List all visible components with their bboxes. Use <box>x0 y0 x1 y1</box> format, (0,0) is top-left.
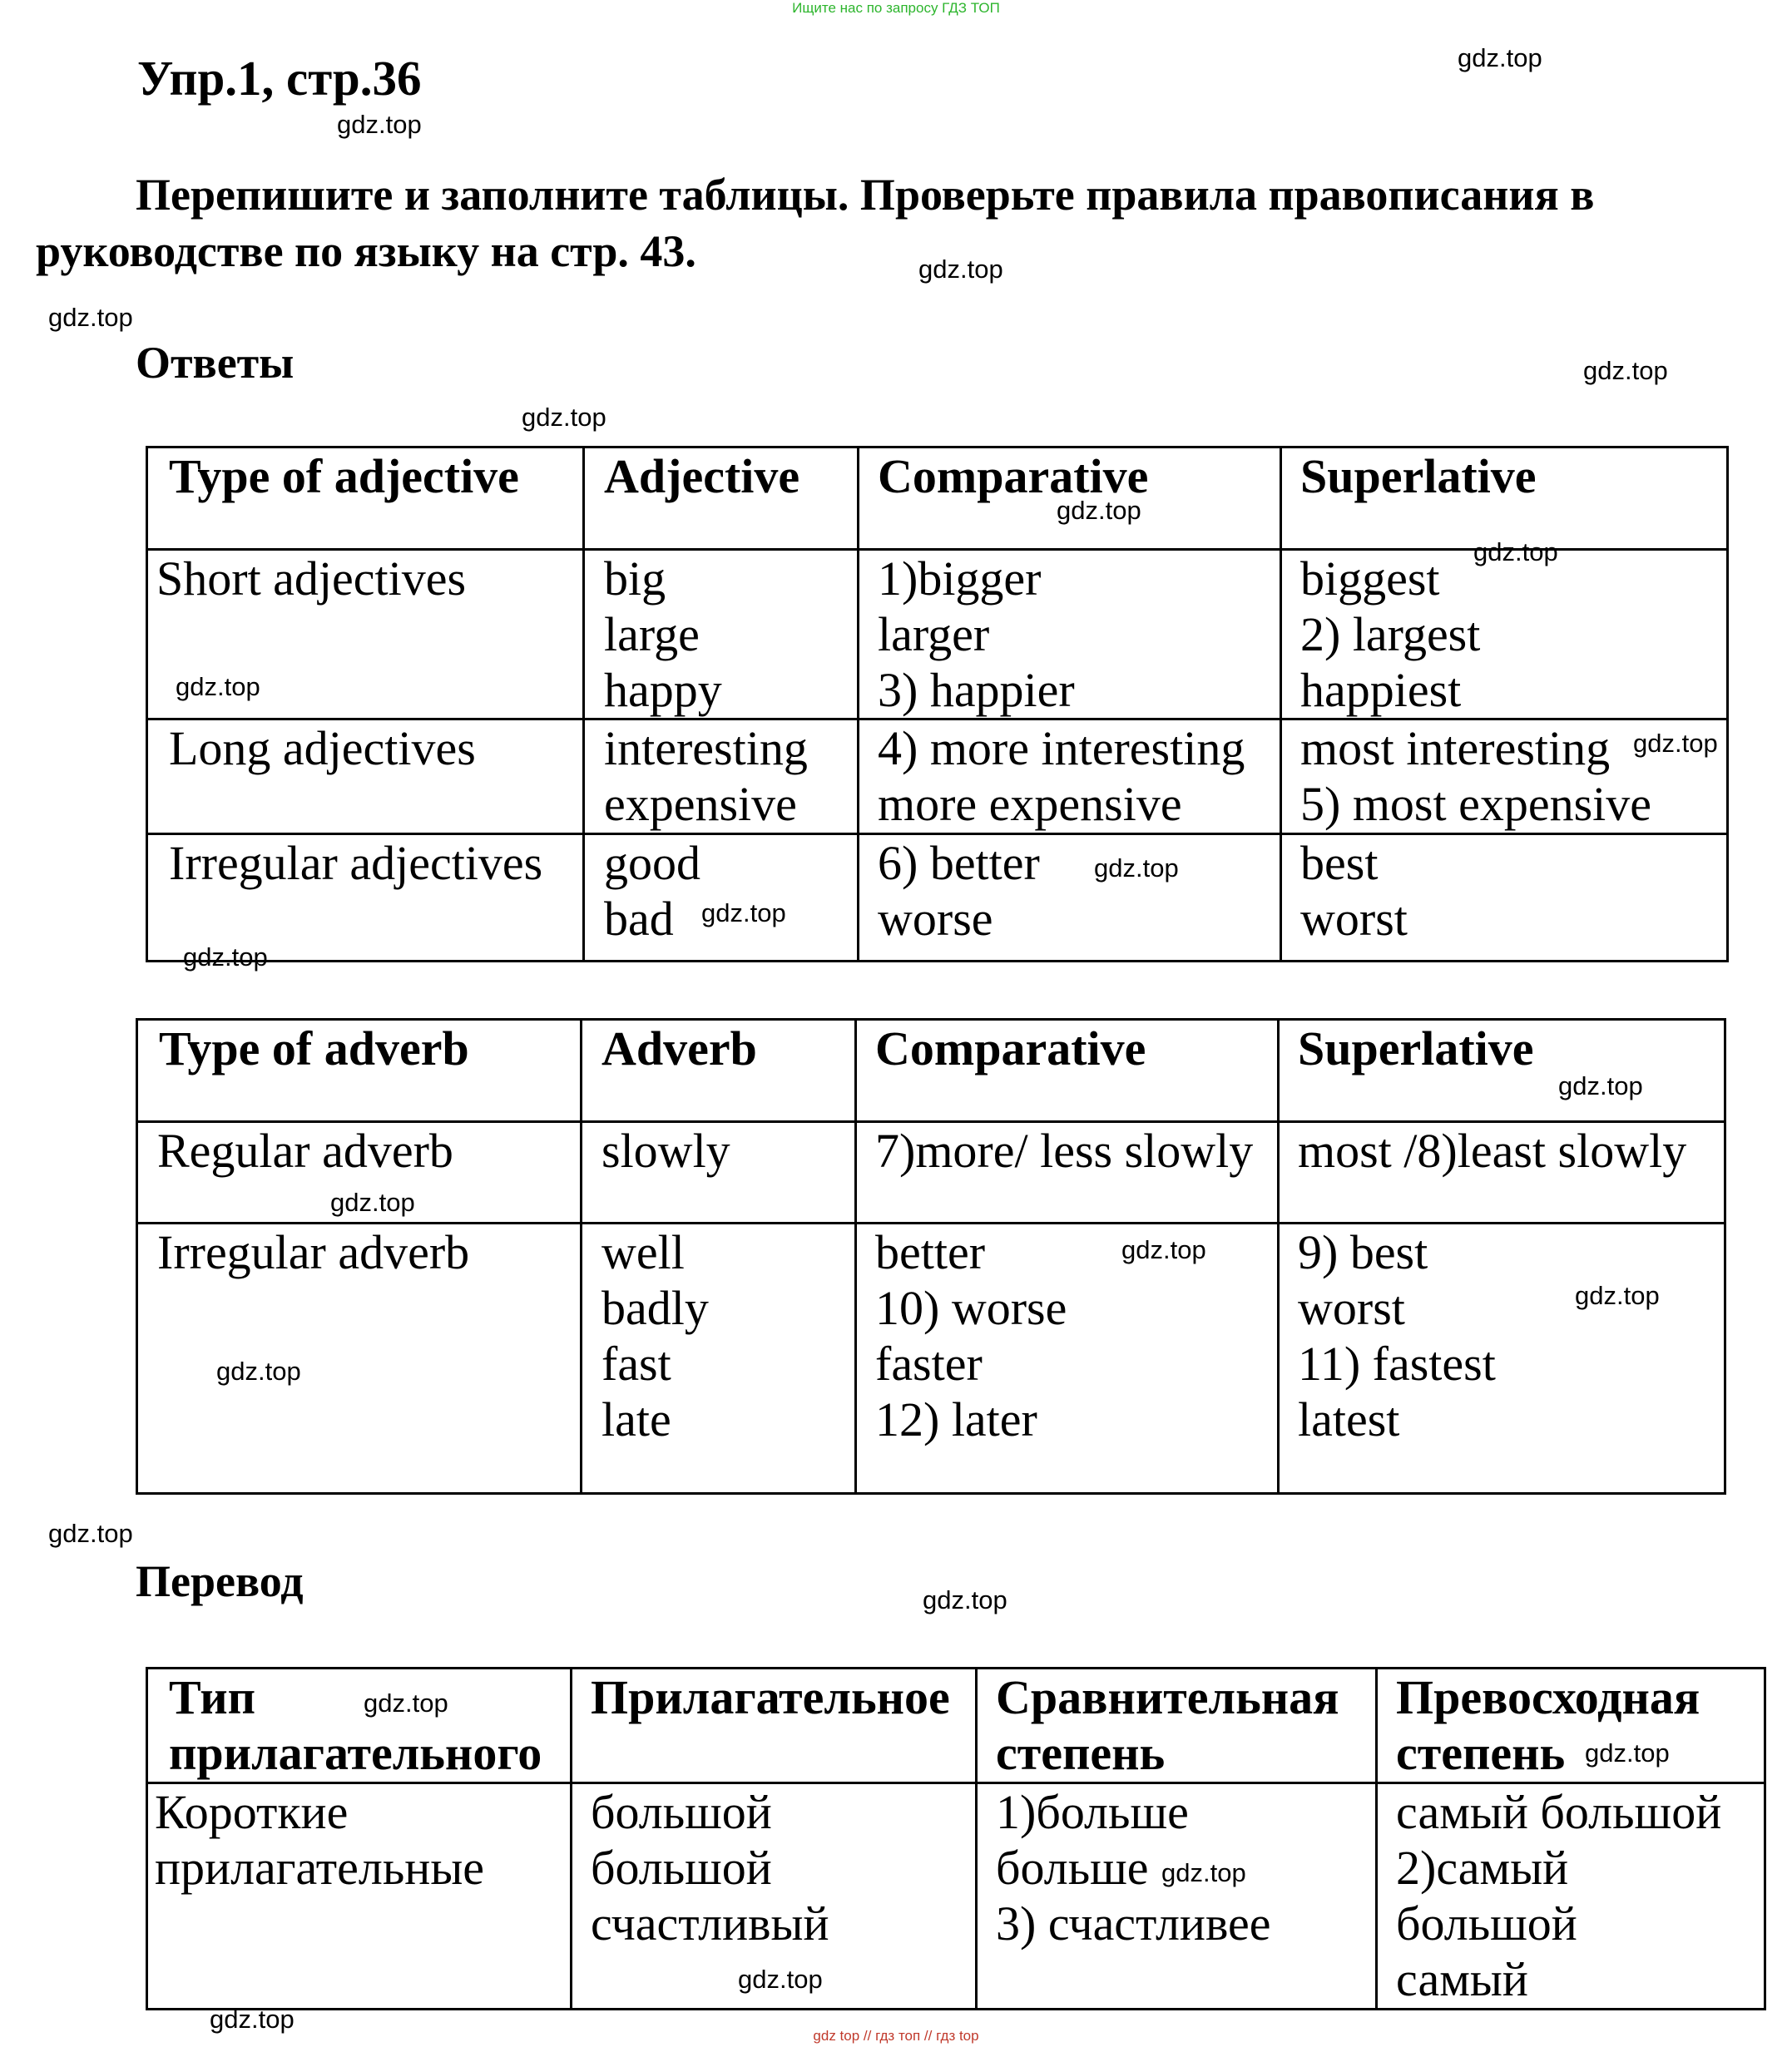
watermark: gdz.top <box>1161 1858 1246 1887</box>
task-line-2: руководстве по языку на стр. 43. <box>36 226 696 276</box>
cell-line: slowly <box>601 1124 730 1178</box>
row-type: прилагательные <box>155 1841 485 1895</box>
adv-header-adverb: Adverb <box>582 1020 856 1122</box>
row-type: Короткие <box>155 1785 349 1839</box>
table-row <box>147 834 1728 962</box>
cell-line: самый <box>1396 1952 1528 2006</box>
cell-line: 5) most expensive <box>1300 777 1652 831</box>
cell-line: more expensive <box>878 777 1182 831</box>
cell-line: больше <box>996 1841 1149 1895</box>
watermark: gdz.top <box>330 1188 415 1217</box>
watermark: gdz.top <box>337 110 422 139</box>
tr-header-superlative-line: степень <box>1396 1726 1566 1780</box>
row-type: Irregular adverb <box>157 1225 470 1279</box>
cell-line: faster <box>875 1337 983 1391</box>
cell-line: fast <box>601 1337 671 1391</box>
watermark: gdz.top <box>522 403 606 432</box>
cell-line: worst <box>1298 1281 1405 1335</box>
cell-line: badly <box>601 1281 709 1335</box>
cell-line: well <box>601 1225 685 1279</box>
exercise-title: Упр.1, стр.36 <box>137 51 422 106</box>
table-row <box>147 719 1728 834</box>
watermark: gdz.top <box>1094 853 1179 883</box>
cell-line: latest <box>1298 1392 1400 1446</box>
row-type: Short adjectives <box>156 551 467 606</box>
cell-line: expensive <box>604 777 797 831</box>
cell-line: 9) best <box>1298 1225 1428 1279</box>
cell-line: самый большой <box>1396 1785 1722 1839</box>
adj-header-superlative: Superlative <box>1281 447 1728 550</box>
tr-header-comparative-line: Сравнительная <box>996 1670 1339 1724</box>
adv-header-type: Type of adverb <box>137 1020 582 1122</box>
cell-line: 12) later <box>875 1392 1037 1446</box>
task-line-1: Перепишите и заполните таблицы. Проверьте правила правописания в <box>136 170 1595 220</box>
watermark: gdz.top <box>364 1689 448 1718</box>
cell-line: 1)bigger <box>878 551 1042 606</box>
cell-line: bad <box>604 892 674 946</box>
cell-line: interesting <box>604 721 808 775</box>
translation-header-row <box>147 1669 1765 1783</box>
cell-line: 3) счастливее <box>996 1896 1271 1951</box>
cell-line: large <box>604 607 700 661</box>
watermark: gdz.top <box>701 898 786 927</box>
adv-header-comparative: Comparative <box>856 1020 1279 1122</box>
cell-line: 6) better <box>878 836 1040 890</box>
cell-line: большой <box>591 1841 772 1895</box>
cell-line: late <box>601 1392 671 1446</box>
watermark: gdz.top <box>183 942 268 972</box>
adverbs-table <box>136 1018 1726 1495</box>
cell-line: 2)самый <box>1396 1841 1569 1895</box>
cell-line: best <box>1300 836 1379 890</box>
top-search-note: Ищите нас по запросу ГДЗ ТОП <box>792 0 1000 16</box>
watermark: gdz.top <box>176 672 260 701</box>
watermark: gdz.top <box>1633 729 1718 758</box>
tr-header-adjective: Прилагательное <box>591 1670 950 1724</box>
table-row <box>147 550 1728 719</box>
cell-line: большой <box>591 1785 772 1839</box>
watermark: gdz.top <box>738 1965 823 1994</box>
watermark: gdz.top <box>1558 1071 1643 1100</box>
cell-line: big <box>604 551 666 606</box>
adverbs-header-row <box>137 1020 1725 1122</box>
watermark: gdz.top <box>1121 1235 1206 1264</box>
footer-note: gdz top // гдз топ // гдз top <box>813 2028 979 2044</box>
answers-heading: Ответы <box>136 338 295 388</box>
watermark: gdz.top <box>1458 43 1542 72</box>
cell-line: happiest <box>1300 663 1462 717</box>
cell-line: 4) more interesting <box>878 721 1245 775</box>
adjectives-table <box>146 446 1729 962</box>
adj-header-adjective: Adjective <box>584 447 859 550</box>
watermark: gdz.top <box>918 255 1003 284</box>
watermark: gdz.top <box>216 1357 301 1386</box>
cell-line: most /8)least slowly <box>1298 1124 1687 1178</box>
cell-line: 11) fastest <box>1298 1337 1496 1391</box>
table-row <box>147 1783 1765 2010</box>
watermark: gdz.top <box>1057 496 1141 525</box>
watermark: gdz.top <box>210 2005 295 2034</box>
translation-heading: Перевод <box>136 1556 304 1606</box>
tr-header-type-line: прилагательного <box>169 1726 542 1780</box>
row-type: Regular adverb <box>157 1124 453 1178</box>
watermark: gdz.top <box>923 1585 1007 1614</box>
adj-header-type: Type of adjective <box>147 447 584 550</box>
watermark: gdz.top <box>48 303 133 332</box>
table-row <box>137 1224 1725 1494</box>
tr-header-type-line: Тип <box>169 1670 256 1724</box>
cell-line: 7)more/ less slowly <box>875 1124 1254 1178</box>
cell-line: 3) happier <box>878 663 1075 717</box>
cell-line: большой <box>1396 1896 1577 1951</box>
row-type: Irregular adjectives <box>169 836 543 890</box>
cell-line: good <box>604 836 700 890</box>
watermark: gdz.top <box>1575 1281 1660 1310</box>
adv-header-superlative: Superlative <box>1279 1020 1725 1122</box>
row-type: Long adjectives <box>169 721 476 775</box>
cell-line: happy <box>604 663 722 717</box>
cell-line: worst <box>1300 892 1408 946</box>
watermark: gdz.top <box>1585 1738 1670 1768</box>
cell-line: better <box>875 1225 986 1279</box>
cell-line: biggest <box>1300 551 1440 606</box>
watermark: gdz.top <box>1583 356 1668 385</box>
cell-line: счастливый <box>591 1896 829 1951</box>
tr-header-comparative-line: степень <box>996 1726 1166 1780</box>
tr-header-superlative-line: Превосходная <box>1396 1670 1700 1724</box>
adjectives-header-row <box>147 447 1728 550</box>
watermark: gdz.top <box>48 1519 133 1548</box>
cell-line: worse <box>878 892 993 946</box>
cell-line: larger <box>878 607 990 661</box>
adj-header-comparative: Comparative <box>859 447 1281 550</box>
cell-line: most interesting <box>1300 721 1611 775</box>
task-text <box>36 166 1775 279</box>
cell-line: 1)больше <box>996 1785 1189 1839</box>
watermark: gdz.top <box>1473 537 1558 566</box>
cell-line: 10) worse <box>875 1281 1067 1335</box>
cell-line: 2) largest <box>1300 607 1481 661</box>
